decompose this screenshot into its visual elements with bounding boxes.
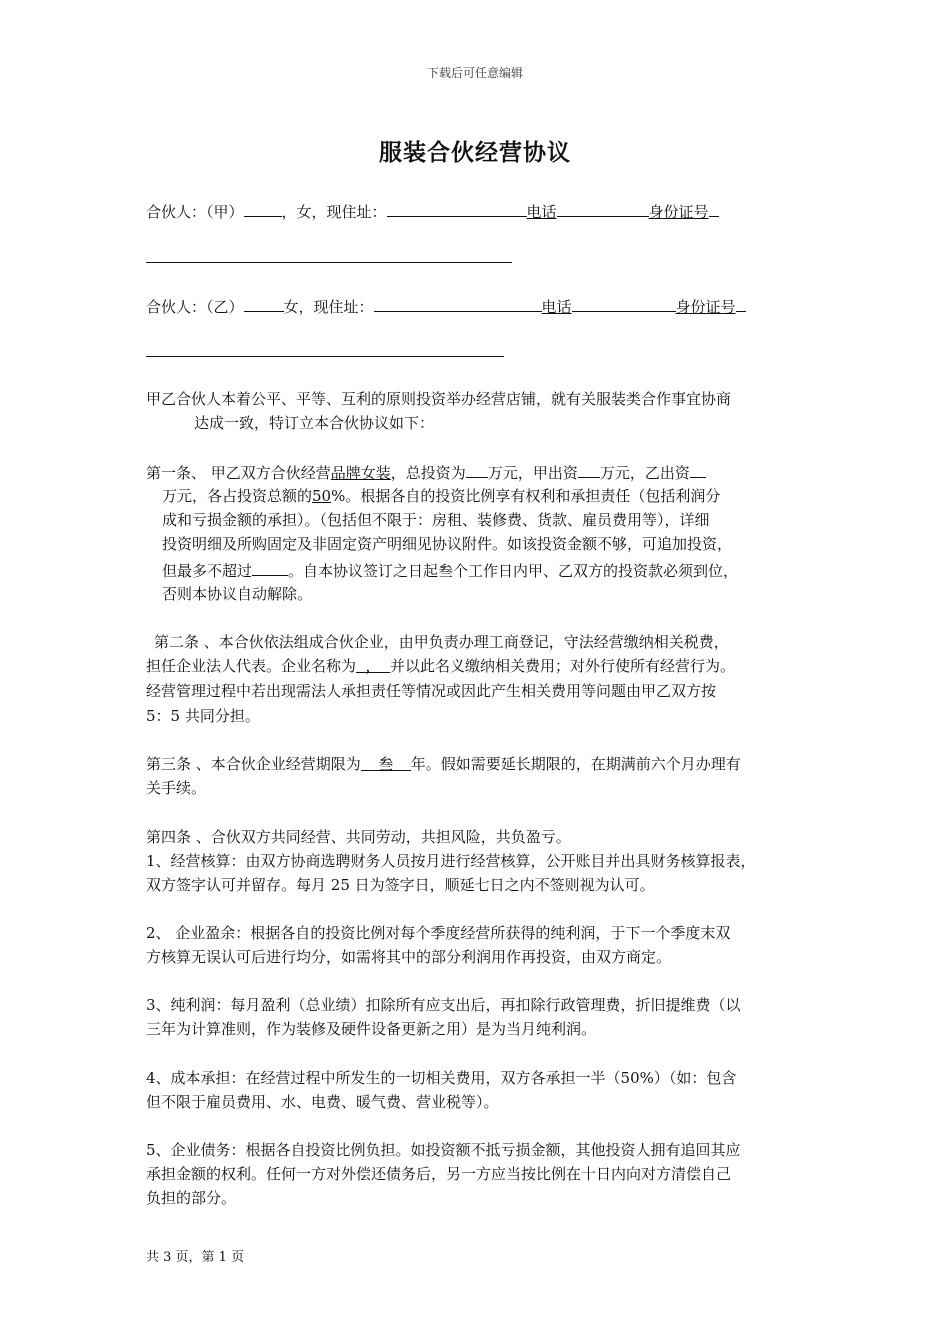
intro-line-2: 达成一致，特订立本合伙协议如下： — [194, 414, 435, 432]
max-investment-blank — [252, 557, 288, 576]
partner-b-address-blank — [374, 293, 542, 312]
partner-b-phone-blank — [572, 293, 676, 312]
article-2-line-4: 5：5 共同分担。 — [146, 707, 260, 725]
article-4-sub-4-line-2: 但不限于雇员费用、水、电费、暖气费、营业税等）。 — [146, 1093, 499, 1111]
partner-a-prefix: 合伙人：（甲） — [146, 203, 244, 221]
article-4-sub-2-line-2: 方核算无误认可后进行均分，如需将其中的部分利润用作再投资，由双方商定。 — [146, 948, 672, 966]
document-title: 服装合伙经营协议 — [379, 139, 571, 166]
partner-b-line — [146, 293, 746, 319]
intro-line-1: 甲乙合伙人本着公平、平等、互利的原则投资举办经营店铺，就有关服装类合作事宜协商 — [146, 390, 732, 408]
partner-a-line — [146, 198, 719, 224]
article-4-line-1: 第四条 、合伙双方共同经营、共同劳动，共担风险，共负盈亏。 — [146, 828, 571, 846]
partner-a-name-blank — [244, 198, 282, 217]
article-4-sub-5-line-2: 承担金额的权利。任何一方对外偿还债务后，另一方应当按比例在十日内向对方清偿自己 — [146, 1165, 732, 1183]
article-1-line-5: 但最多不超过 。自本协议签订之日起叁个工作日内甲、乙双方的投资款必须到位， — [162, 557, 738, 583]
business-type: 品牌女装 — [330, 464, 391, 482]
partner-b-phone-label: 电话 — [541, 298, 572, 316]
article-4-sub-4-line-1: 4、成本承担：在经营过程中所发生的一切相关费用，双方各承担一半（50%）（如：包含 — [146, 1069, 737, 1087]
article-4-sub-1-line-1: 1、经营核算：由双方协商选聘财务人员按月进行经营核算，公开账目并出具财务核算报表， — [146, 852, 756, 870]
article-1-line-4: 投资明细及所购固定及非固定资产明细见协议附件。如该投资金额不够，可追加投资， — [162, 535, 733, 553]
company-name-blank: ， — [356, 654, 390, 673]
article-4-sub-5-line-1: 5、企业债务：根据各自投资比例负担。如投资额不抵亏损金额，其他投资人拥有追回其应 — [146, 1141, 741, 1159]
article-3-line-1: 第三条 、本合伙企业经营期限为 叁 年。假如需要延长期限的，在期满前六个月办理有 — [146, 752, 741, 776]
b-investment-blank — [690, 459, 706, 478]
partner-a-gender: ，女，现住址： — [281, 203, 387, 221]
article-2-line-3: 经营管理过程中若出现需法人承担责任等情况或因此产生相关费用等问题由甲乙双方按 — [146, 682, 717, 700]
article-4-sub-1-line-2: 双方签字认可并留存。每月 25 日为签字日，顺延七日之内不签则视为认可。 — [146, 876, 655, 894]
partner-b-prefix: 合伙人：（乙） — [146, 298, 244, 316]
article-1-line-2: 万元，各占投资总额的50%。根据各自的投资比例享有权利和承担责任（包括利润分 — [162, 487, 721, 505]
partner-b-gender: 女，现住址： — [283, 298, 374, 316]
partner-b-id-blank — [736, 293, 746, 312]
article-3-line-2: 关手续。 — [146, 779, 207, 797]
partner-a-id-line — [146, 262, 512, 263]
partner-b-id-label: 身份证号 — [675, 298, 736, 316]
partner-b-name-blank — [244, 293, 284, 312]
article-4-sub-3-line-1: 3、纯利润：每月盈利（总业绩）扣除所有应支出后，再扣除行政管理费，折旧提维费（以 — [146, 996, 741, 1014]
partner-a-id-blank — [709, 198, 719, 217]
partner-a-id-label: 身份证号 — [648, 203, 709, 221]
article-1-line-1: 第一条、 甲乙双方合伙经营品牌女装，总投资为 万元，甲出资 万元，乙出资 — [146, 459, 706, 485]
header-note: 下载后可任意编辑 — [426, 66, 523, 80]
partner-a-address-blank — [387, 198, 527, 217]
partner-b-id-line — [146, 356, 504, 357]
term-years: 叁 — [361, 752, 411, 771]
article-2-line-2: 担任企业法人代表。企业名称为 ， 并以此名义缴纳相关费用；对外行使所有经营行为。 — [146, 654, 735, 678]
partner-a-phone-blank — [557, 198, 649, 217]
total-investment-blank — [466, 459, 488, 478]
partner-a-phone-label: 电话 — [526, 203, 557, 221]
article-1-line-3: 成和亏损金额的承担）。（包括但不限于：房租、装修费、货款、雇员费用等），详细 — [162, 511, 710, 529]
page-info: 共 3 页，第 1 页 — [146, 1250, 245, 1265]
article-4-sub-3-line-2: 三年为计算准则，作为装修及硬件设备更新之用）是为当月纯利润。 — [146, 1020, 597, 1038]
a-investment-blank — [578, 459, 600, 478]
investment-percent: 50 — [312, 487, 332, 505]
article-2-line-1: 第二条 、本合伙依法组成合伙企业，由甲负责办理工商登记，守法经营缴纳相关税费， — [154, 633, 729, 651]
article-4-sub-2-line-1: 2、 企业盈余：根据各自的投资比例对每个季度经营所获得的纯利润，于下一个季度末双 — [146, 924, 731, 942]
article-4-sub-5-line-3: 负担的部分。 — [146, 1189, 237, 1207]
article-1-line-6: 否则本协议自动解除。 — [162, 585, 313, 603]
